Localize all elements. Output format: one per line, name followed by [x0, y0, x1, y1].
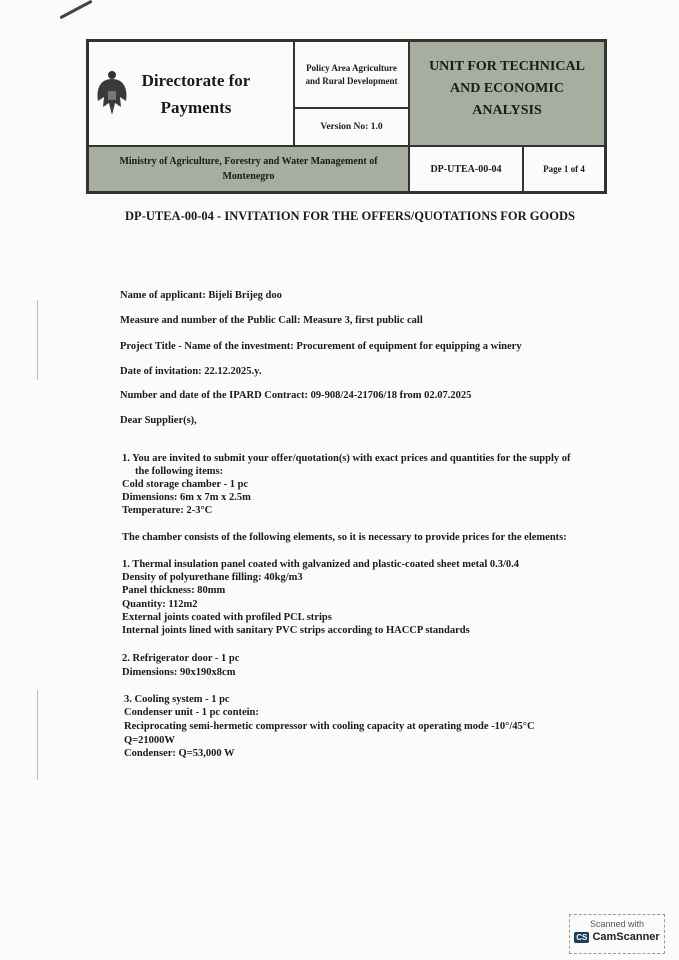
element-line: Q=21000W	[124, 735, 175, 746]
invitation-paragraph: 1. You are invited to submit your offer/quotation(s) with exact prices and quantities for the supply of	[122, 453, 571, 464]
camscanner-badge	[569, 914, 665, 954]
item-line: Dimensions: 6m x 7m x 2.5m	[122, 492, 251, 503]
element-line: Condenser unit - 1 pc contein:	[124, 707, 259, 718]
item-line: Temperature: 2-3°C	[122, 505, 213, 516]
camscanner-logo-icon: CS	[576, 933, 588, 942]
badge-brand: CamScanner	[592, 931, 660, 943]
contract-number: Number and date of the IPARD Contract: 09-908/24-21706/18 from 02.07.2025	[120, 390, 472, 401]
pen-mark	[59, 0, 92, 19]
coat-of-arms-icon	[95, 69, 129, 119]
version-number: Version No: 1.0	[294, 108, 409, 146]
scan-edge-line	[37, 300, 38, 380]
org-name: Directorate for Payments	[141, 70, 251, 117]
element-line: 2. Refrigerator door - 1 pc	[122, 653, 240, 664]
salutation: Dear Supplier(s),	[120, 415, 197, 426]
element-line: Internal joints lined with sanitary PVC strips according to HACCP standards	[122, 625, 470, 636]
document-header-table	[86, 39, 607, 194]
invitation-date: Date of invitation: 22.12.2025.y.	[120, 366, 262, 377]
element-line: External joints coated with profiled PCL strips	[122, 612, 332, 623]
element-line: Dimensions: 90x190x8cm	[122, 667, 236, 678]
invitation-paragraph-cont: the following items:	[135, 466, 224, 477]
applicant-name: Name of applicant: Bijeli Brijeg doo	[120, 290, 282, 301]
element-line: Density of polyurethane filling: 40kg/m3	[122, 572, 303, 583]
scan-edge-line	[37, 690, 38, 780]
page-number: Page 1 of 4	[523, 146, 605, 192]
project-title: Project Title - Name of the investment: Procurement of equipment for equipping a winery	[120, 341, 522, 352]
document-title: DP-UTEA-00-04 - INVITATION FOR THE OFFERS/QUOTATIONS FOR GOODS	[125, 209, 575, 223]
measure-field: Measure and number of the Public Call: Measure 3, first public call	[120, 315, 423, 326]
document-code: DP-UTEA-00-04	[409, 146, 523, 192]
org-cell	[88, 41, 294, 146]
element-line: 3. Cooling system - 1 pc	[124, 694, 230, 705]
ministry-name: Ministry of Agriculture, Forestry and Water Management of Montenegro	[88, 146, 409, 192]
item-line: Cold storage chamber - 1 pc	[122, 479, 249, 490]
element-line: Reciprocating semi-hermetic compressor with cooling capacity at operating mode -10°/45°C	[124, 721, 535, 732]
element-line: 1. Thermal insulation panel coated with galvanized and plastic-coated sheet metal 0.3/0.4	[122, 559, 520, 570]
unit-name: UNIT FOR TECHNICAL AND ECONOMIC ANALYSIS	[409, 41, 605, 146]
elements-intro: The chamber consists of the following elements, so it is necessary to provide prices for the elements:	[122, 532, 567, 543]
element-line: Quantity: 112m2	[122, 599, 198, 610]
badge-caption: Scanned with	[589, 919, 645, 929]
element-line: Panel thickness: 80mm	[122, 585, 226, 596]
element-line: Condenser: Q=53,000 W	[124, 748, 235, 759]
policy-area: Policy Area Agriculture and Rural Development	[294, 41, 409, 108]
